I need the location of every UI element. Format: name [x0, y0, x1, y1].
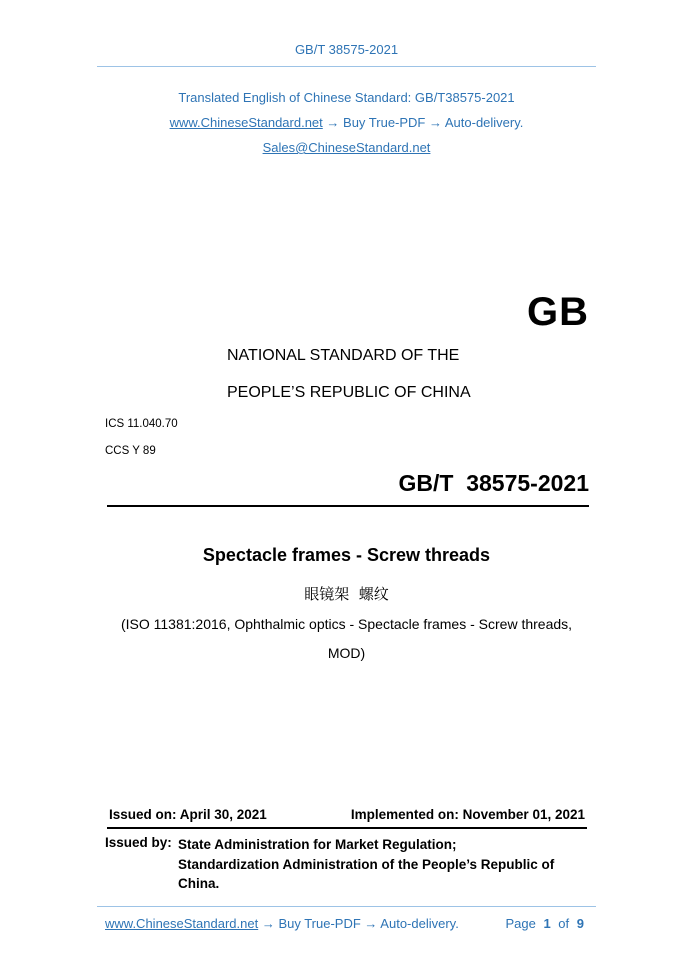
page-number: 1	[543, 916, 551, 931]
title-chinese: 眼镜架 螺纹	[304, 585, 389, 603]
promo-site-link[interactable]: www.ChineseStandard.net	[169, 115, 323, 130]
header-title: GB/T 38575-2021	[294, 42, 399, 57]
of-word: of	[558, 916, 570, 931]
standard-number-rule	[107, 505, 589, 507]
title-english: Spectacle frames - Screw threads	[202, 545, 491, 565]
footer-divider	[97, 906, 596, 907]
page-total: 9	[576, 916, 584, 931]
gb-mark: GB	[527, 290, 589, 334]
iso-reference-line-2: MOD)	[327, 645, 366, 661]
sales-email-link[interactable]: Sales@ChineseStandard.net	[262, 140, 431, 155]
issued-on-date: Issued on: April 30, 2021	[109, 807, 267, 822]
iso-reference-line-1: (ISO 11381:2016, Ophthalmic optics - Spectacle frames - Screw threads,	[120, 616, 573, 632]
footer-buy-text: → Buy True-PDF → Auto-delivery.	[261, 916, 459, 931]
implemented-on-date: Implemented on: November 01, 2021	[350, 807, 585, 822]
page-indicator	[505, 916, 584, 931]
national-standard-line-1: NATIONAL STANDARD OF THE	[227, 347, 460, 364]
header-divider	[97, 66, 596, 67]
footer-site-link[interactable]: www.ChineseStandard.net	[105, 916, 259, 931]
dates-rule	[107, 827, 587, 829]
standard-number: GB/T 38575-2021	[398, 470, 589, 496]
footer-promo	[105, 916, 459, 931]
ccs-code: CCS Y 89	[105, 445, 156, 457]
issued-by-block	[178, 835, 554, 894]
issued-by-line-3: China.	[178, 876, 220, 891]
page-word: Page	[505, 916, 536, 931]
national-standard-line-2: PEOPLE’S REPUBLIC OF CHINA	[227, 384, 471, 401]
issued-by-line-2: Standardization Administration of the People’s Republic of	[178, 856, 555, 872]
promo-line-3	[0, 140, 693, 155]
issued-by-line-1: State Administration for Market Regulation;	[178, 837, 457, 852]
promo-line-2	[0, 115, 693, 130]
issued-by-label: Issued by:	[105, 835, 172, 850]
ics-code: ICS 11.040.70	[105, 418, 178, 430]
promo-line-1: Translated English of Chinese Standard: GB/T38575-2021	[178, 90, 515, 105]
promo-buy-text: → Buy True-PDF → Auto-delivery.	[326, 115, 524, 130]
